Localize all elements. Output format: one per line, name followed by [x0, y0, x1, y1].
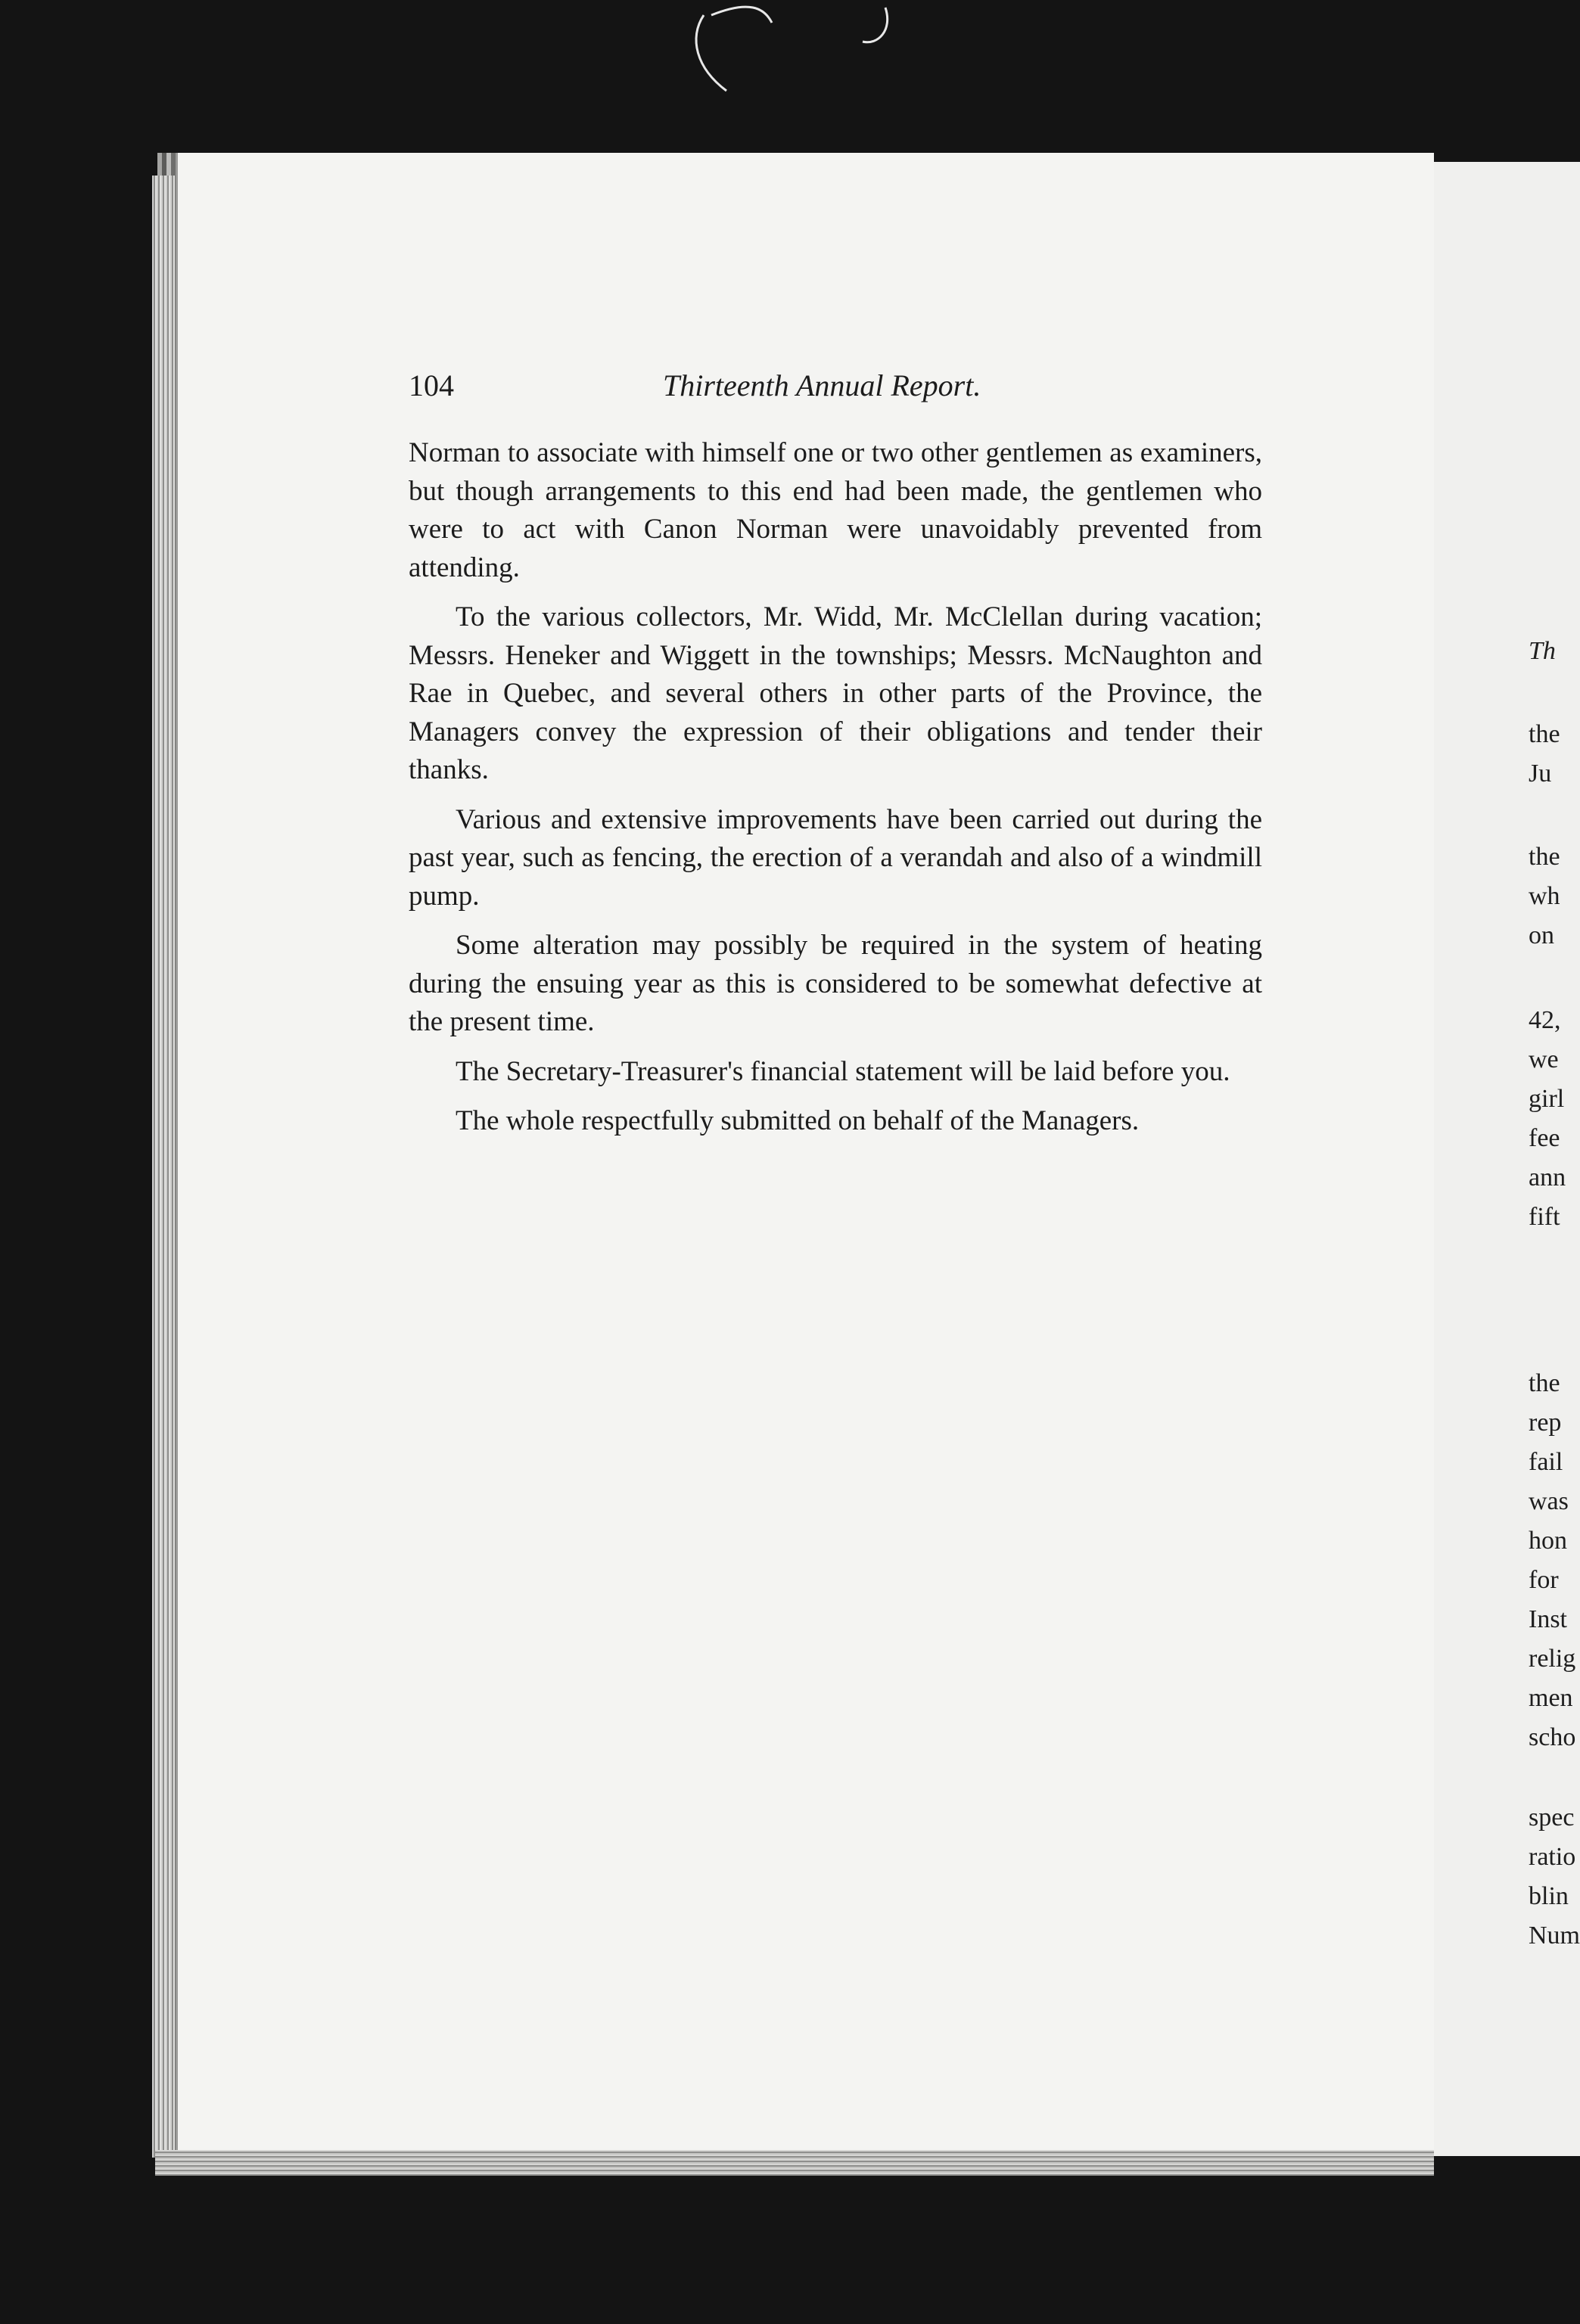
facing-fragment: scho	[1529, 1723, 1576, 1751]
facing-fragment: Ju	[1529, 760, 1552, 788]
facing-fragment: Num	[1529, 1922, 1580, 1950]
facing-fragment: men	[1529, 1684, 1573, 1712]
facing-fragment: relig	[1529, 1645, 1576, 1673]
running-title: Thirteenth Annual Report.	[663, 368, 981, 402]
facing-fragment: rep	[1529, 1409, 1562, 1437]
facing-fragment: ratio	[1529, 1843, 1576, 1871]
facing-fragment: the	[1529, 720, 1560, 748]
paragraph: Some alteration may possibly be required in the system of heating during the ensuing year as this is considered to be somewhat defective at the present time.	[409, 930, 1262, 1037]
facing-fragment: Th	[1529, 637, 1556, 665]
paragraph: Various and extensive improvements have been carried out during the past year, such as fencing, the erection of a verandah and also of a windmill pump.	[409, 803, 1262, 912]
page-number: 104	[409, 368, 454, 402]
paragraph: To the various collectors, Mr. Widd, Mr. McClellan during vacation; Messrs. Heneker and Wiggett in the townships; Messrs. McNaughton and Rae in Quebec, and several others in other parts of the Province, the Managers convey the expression of their obligations and tender their thanks.	[409, 601, 1262, 785]
facing-fragment: 42,	[1529, 1006, 1561, 1034]
page-edges	[152, 176, 175, 2158]
facing-fragment: on	[1529, 921, 1554, 949]
facing-fragment: hon	[1529, 1527, 1567, 1555]
page-header	[409, 368, 1264, 413]
facing-fragment: for	[1529, 1566, 1559, 1594]
facing-fragment: spec	[1529, 1804, 1575, 1832]
body-text	[409, 434, 1262, 1152]
facing-fragment: wh	[1529, 882, 1560, 910]
facing-fragment: fee	[1529, 1124, 1560, 1152]
ink-scrawl	[681, 0, 923, 106]
facing-fragment: was	[1529, 1487, 1569, 1515]
facing-fragment: girl	[1529, 1085, 1565, 1113]
facing-fragment: Inst	[1529, 1605, 1567, 1633]
facing-fragment: blin	[1529, 1882, 1569, 1910]
facing-fragment: the	[1529, 843, 1560, 871]
paragraph: The Secretary-Treasurer's financial statement will be laid before you.	[456, 1055, 1230, 1087]
facing-fragment: fift	[1529, 1203, 1560, 1231]
page-bottom-edges	[155, 2150, 1434, 2176]
facing-fragment: fail	[1529, 1448, 1563, 1476]
paragraph: The whole respectfully submitted on behalf of the Managers.	[456, 1105, 1140, 1136]
facing-fragment: the	[1529, 1369, 1560, 1397]
facing-fragment: ann	[1529, 1164, 1566, 1192]
facing-fragment: we	[1529, 1045, 1559, 1073]
paragraph: Norman to associate with himself one or two other gentlemen as examiners, but though arrangements to this end had been made, the gentlemen who were to act with Canon Norman were unavoidably prevented from attending.	[409, 437, 1262, 583]
